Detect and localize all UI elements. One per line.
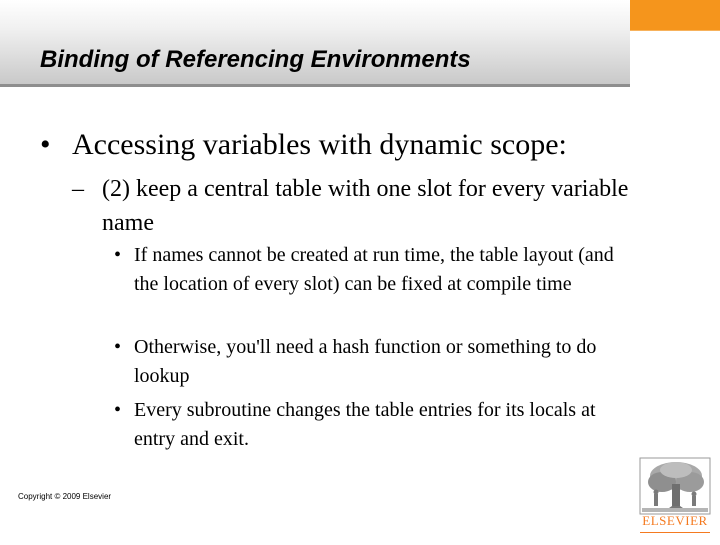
orange-accent-line (630, 30, 720, 31)
bullet-marker: • (40, 128, 51, 161)
bullet-marker: • (114, 336, 122, 358)
elsevier-wordmark: ELSEVIER (642, 513, 708, 528)
bullet-marker: • (114, 244, 122, 266)
orange-accent-block (630, 0, 720, 30)
bullet-text: (2) keep a central table with one slot for every variable name (102, 176, 629, 236)
dash-marker: – (72, 176, 84, 202)
bullet-text: If names cannot be created at run time, the table layout (and the location of every slot) can be fixed at compile time (134, 244, 614, 295)
slide-title: Binding of Referencing Environments (40, 46, 471, 73)
bullet-marker: • (114, 399, 122, 421)
bullet-text: Accessing variables with dynamic scope: (72, 128, 567, 161)
bullet-text: Every subroutine changes the table entries for its locals at entry and exit. (134, 399, 596, 450)
copyright-notice: Copyright © 2009 Elsevier (18, 492, 112, 501)
bullet-text: Otherwise, you'll need a hash function or something to do lookup (134, 336, 597, 387)
title-bar-divider (0, 84, 630, 87)
